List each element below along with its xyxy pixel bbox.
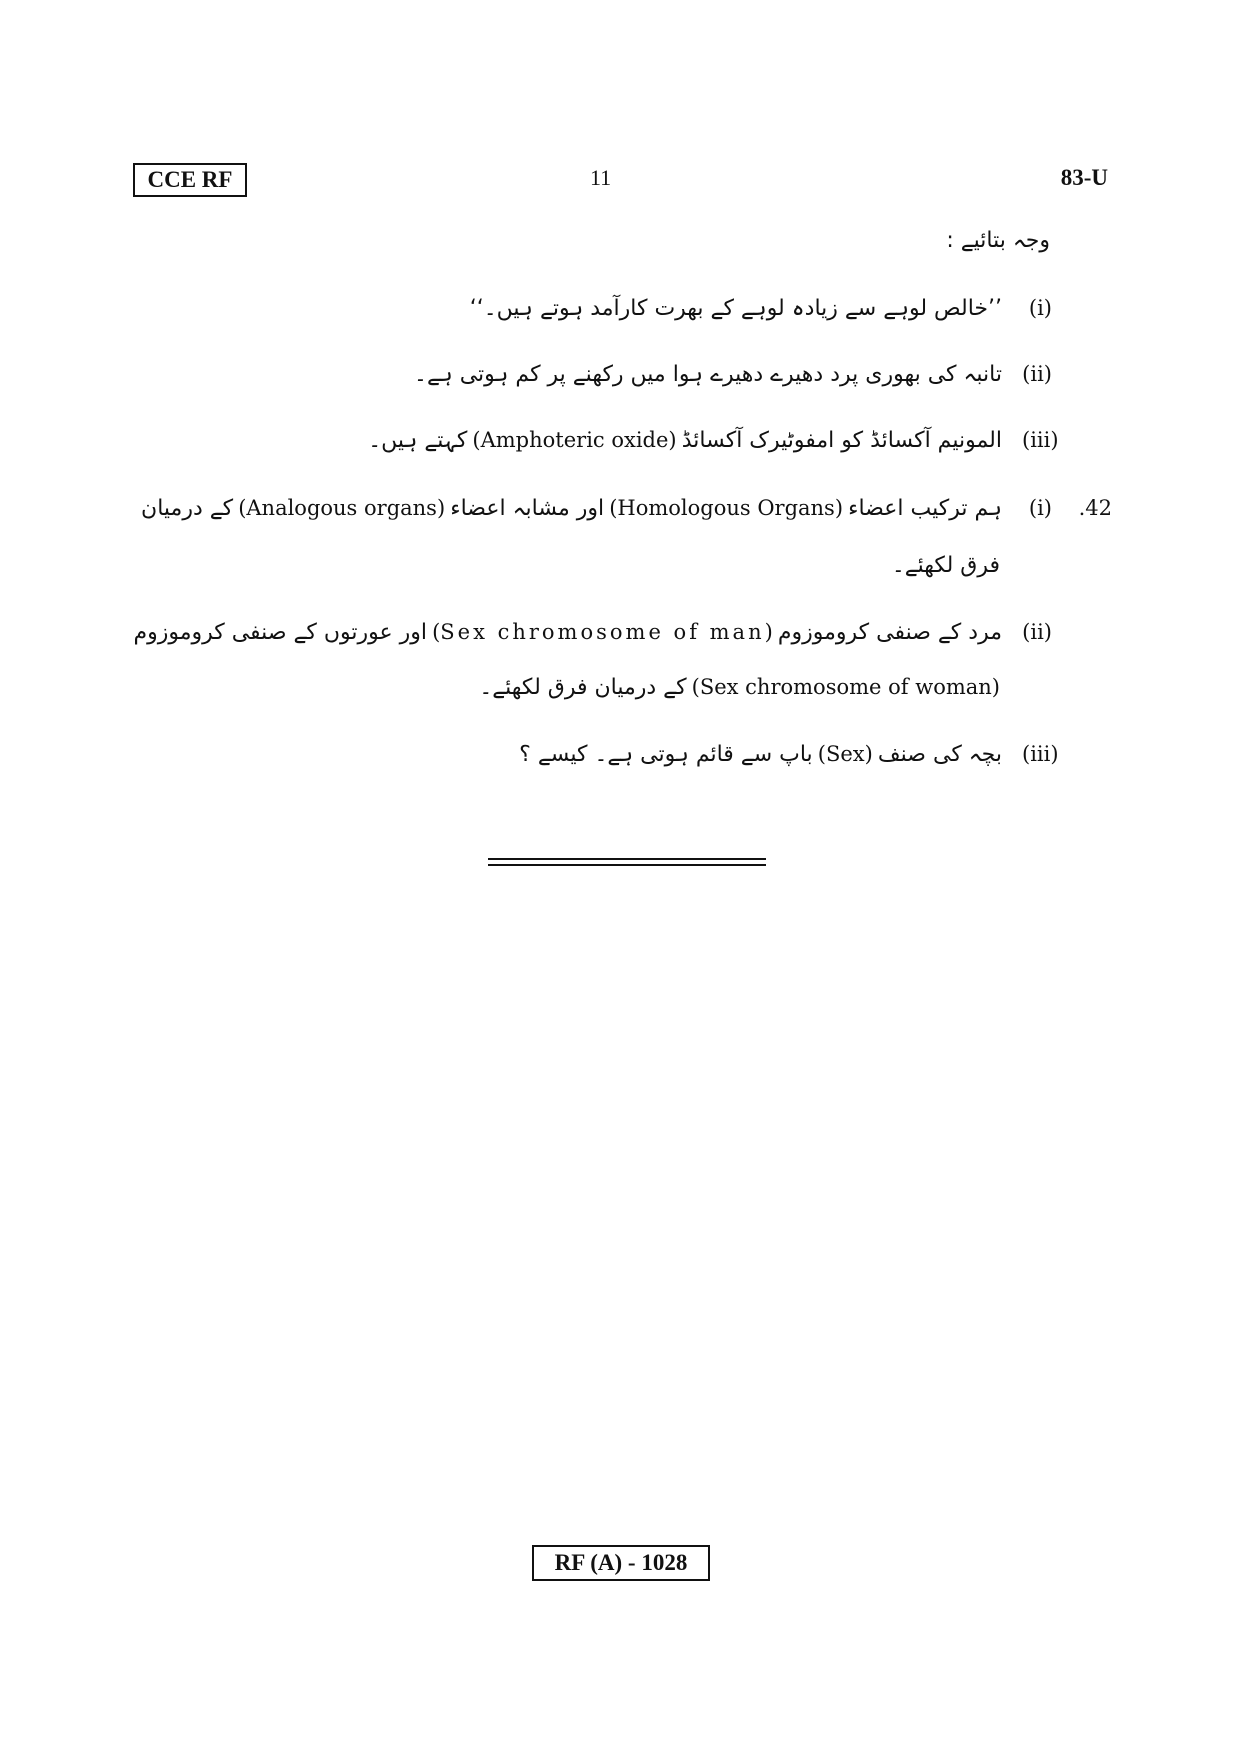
english-term: (Amphoteric oxide) [472, 428, 677, 452]
english-term: (Sex) [817, 742, 873, 766]
item-number: (iii) [1022, 428, 1059, 452]
question-item [133, 296, 1052, 330]
urdu-text: کے درمیان فرق لکھئے۔ [479, 675, 687, 700]
question-item [133, 496, 1112, 530]
urdu-text: بچہ کی صنف [877, 742, 1002, 767]
paper-code: 83-U [1060, 165, 1108, 190]
english-term: (Analogous organs) [238, 496, 446, 520]
english-term: (Homologous Organs) [609, 496, 844, 520]
english-term: (Sex chromosome of man) [432, 620, 773, 644]
english-term: (Sex chromosome of woman) [691, 675, 1000, 699]
footer-code-box: RF (A) - 1028 [532, 1545, 710, 1581]
question-item [133, 428, 1059, 462]
header-code-box: CCE RF [133, 163, 247, 197]
urdu-text: المونیم آکسائڈ کو امفوٹیرک آکسائڈ [681, 428, 1002, 453]
item-text [133, 742, 1002, 767]
urdu-text: اور مشابہ اعضاء [450, 496, 605, 521]
item-number: (i) [1028, 296, 1052, 320]
item-text-continued [479, 675, 1000, 700]
question-item [133, 742, 1059, 776]
item-number: (ii) [1022, 362, 1052, 386]
item-text [133, 496, 1002, 521]
item-text [133, 620, 1002, 645]
page-number: 11 [590, 165, 612, 190]
urdu-text: مرد کے صنفی کروموزوم [777, 620, 1002, 645]
item-text: ’’خالص لوہے سے زیادہ لوہے کے بھرت کارآمد ہوتے ہیں۔‘‘ [469, 296, 1002, 321]
question-number: .42 [1078, 496, 1112, 520]
question-item [133, 620, 1052, 654]
question-intro: وجہ بتائیے : [946, 228, 1050, 253]
urdu-text: کے درمیان [141, 496, 234, 521]
item-number: (iii) [1022, 742, 1059, 766]
end-rule-top [488, 858, 766, 860]
urdu-text: اور عورتوں کے صنفی کروموزوم [133, 620, 427, 645]
item-number: (ii) [1022, 620, 1052, 644]
question-item [133, 362, 1052, 396]
urdu-text: ہم ترکیب اعضاء [848, 496, 1002, 521]
item-text-continued: فرق لکھئے۔ [891, 553, 1000, 578]
item-text: تانبہ کی بھوری پرد دھیرے دھیرے ہوا میں رکھنے پر کم ہوتی ہے۔ [414, 362, 1002, 387]
urdu-text: کہتے ہیں۔ [368, 428, 468, 453]
item-number: (i) [1028, 496, 1052, 520]
end-rule-bottom [488, 864, 766, 866]
urdu-text: باپ سے قائم ہوتی ہے۔ کیسے ؟ [519, 742, 813, 767]
item-text [133, 428, 1002, 453]
